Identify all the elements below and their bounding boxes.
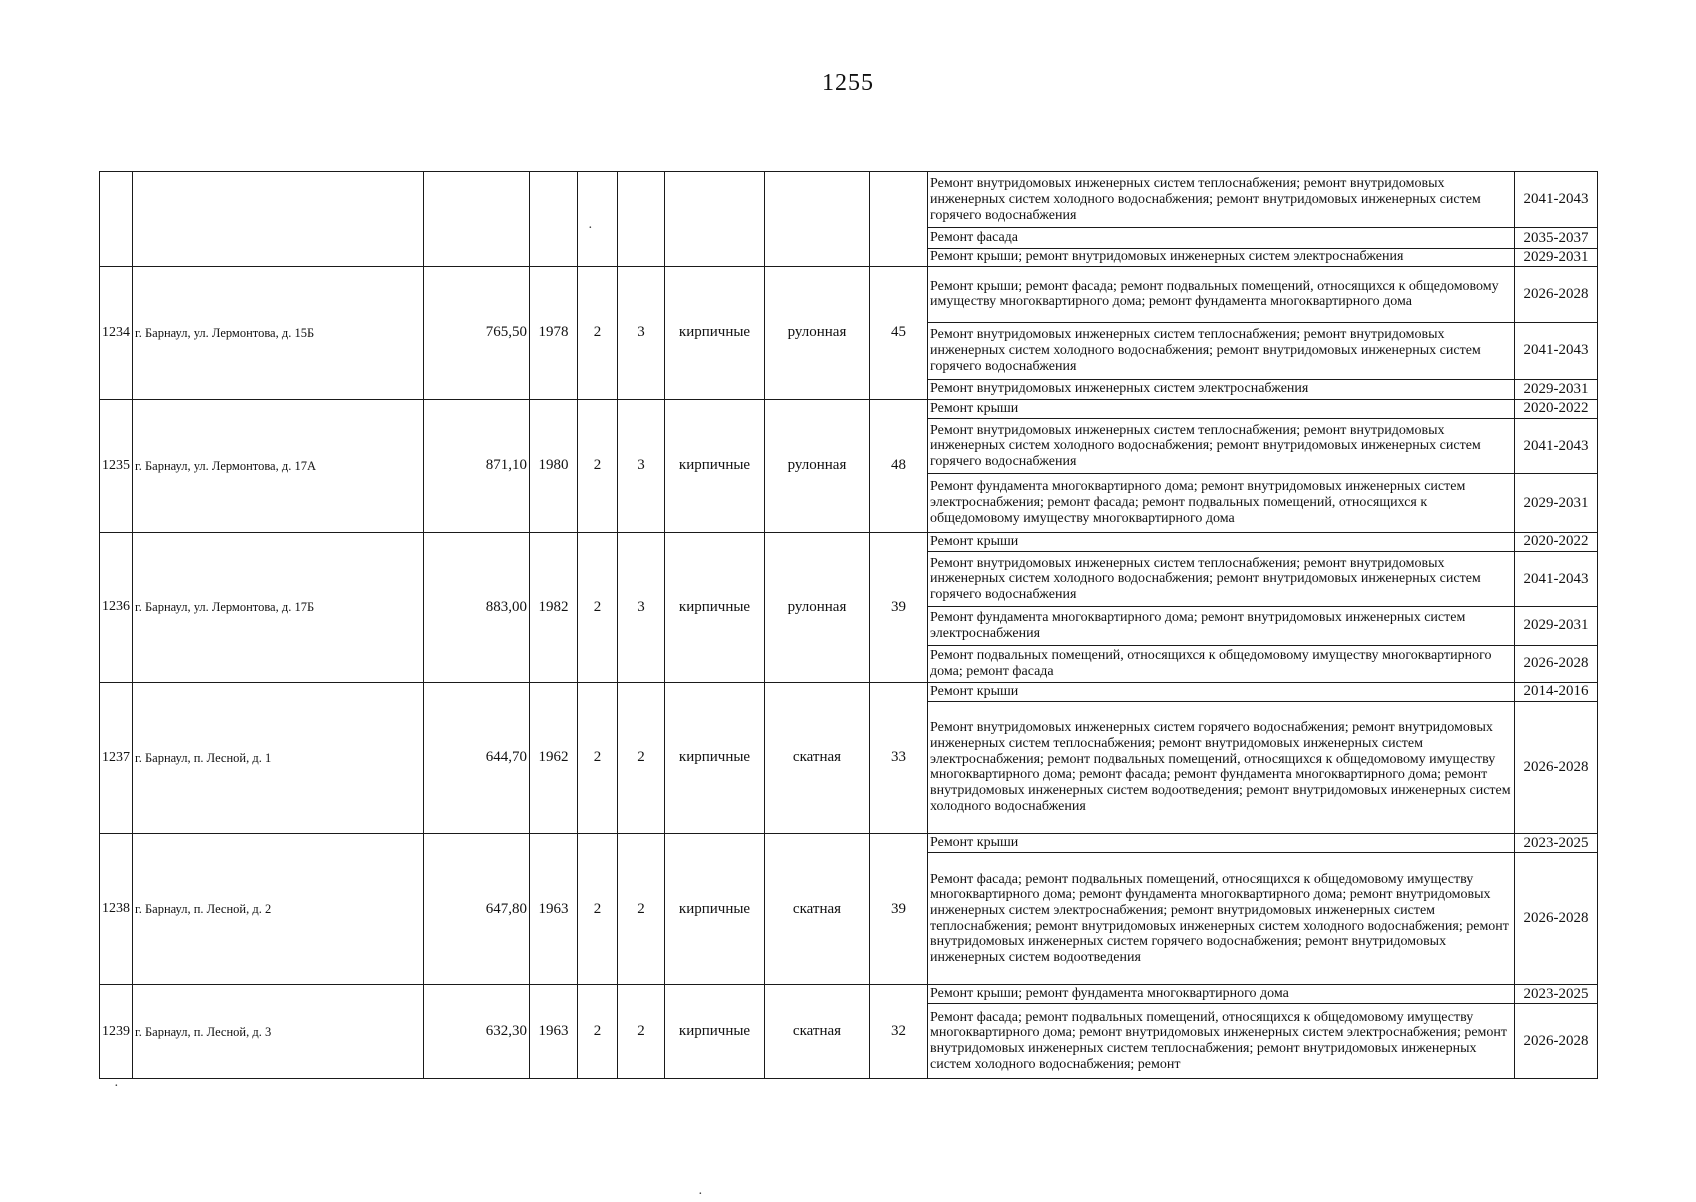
work-period: 2026-2028 [1515, 645, 1598, 682]
work-period: 2023-2025 [1515, 833, 1598, 852]
work-period: 2041-2043 [1515, 172, 1598, 228]
work-period: 2029-2031 [1515, 474, 1598, 532]
build-year: 1980 [530, 399, 578, 532]
build-year: 1962 [530, 682, 578, 833]
wear-value: 39 [870, 833, 928, 984]
work-period: 2029-2031 [1515, 379, 1598, 399]
row-number: 1236 [100, 532, 133, 682]
floors-count: 2 [578, 682, 618, 833]
page-number: 1255 [822, 70, 874, 96]
wall-material: кирпичные [665, 682, 765, 833]
work-description: Ремонт внутридомовых инженерных систем теплоснабжения; ремонт внутридомовых инженерных систем холодного водоснабжения; ремонт внутридомовых инженерных систем горячего водоснабжения [928, 418, 1515, 473]
building-address: г. Барнаул, п. Лесной, д. 3 [133, 985, 424, 1079]
building-address: г. Барнаул, ул. Лермонтова, д. 17А [133, 399, 424, 532]
wall-material: кирпичные [665, 985, 765, 1079]
entrances-count: 2 [618, 833, 665, 984]
building-area: 883,00 [424, 532, 530, 682]
empty-cell [578, 172, 618, 267]
work-description: Ремонт фундамента многоквартирного дома; ремонт внутридомовых инженерных систем электроснабжения; ремонт фасада; ремонт подвальных помещений, относящихся к общедомовому имуществу многоквартирного дома [928, 474, 1515, 532]
work-period: 2041-2043 [1515, 323, 1598, 379]
work-description: Ремонт внутридомовых инженерных систем теплоснабжения; ремонт внутридомовых инженерных систем холодного водоснабжения; ремонт внутридомовых инженерных систем горячего водоснабжения [928, 172, 1515, 228]
work-period: 2023-2025 [1515, 985, 1598, 1004]
row-number: 1235 [100, 399, 133, 532]
work-description: Ремонт крыши [928, 399, 1515, 418]
building-area: 647,80 [424, 833, 530, 984]
build-year: 1978 [530, 266, 578, 399]
row-number: 1238 [100, 833, 133, 984]
work-description: Ремонт внутридомовых инженерных систем теплоснабжения; ремонт внутридомовых инженерных систем холодного водоснабжения; ремонт внутридомовых инженерных систем горячего водоснабжения [928, 551, 1515, 606]
work-description: Ремонт внутридомовых инженерных систем электроснабжения [928, 379, 1515, 399]
work-description: Ремонт подвальных помещений, относящихся к общедомовому имуществу многоквартирного дома; ремонт фасада [928, 645, 1515, 682]
table-row [100, 172, 1598, 228]
row-number: 1239 [100, 985, 133, 1079]
table-row [100, 682, 1598, 701]
building-address: г. Барнаул, ул. Лермонтова, д. 17Б [133, 532, 424, 682]
entrances-count: 3 [618, 266, 665, 399]
work-description: Ремонт внутридомовых инженерных систем горячего водоснабжения; ремонт внутридомовых инженерных систем теплоснабжения; ремонт внутридомовых инженерных систем электроснабжения; ремонт подвальных помещений, относящихся к общедомовому имуществу многоквартирного дома; ремонт фасада; ремонт фундамента многоквартирного дома; ремонт внутридомовых инженерных систем водоотведения; ремонт внутридомовых инженерных систем холодного водоснабжения [928, 701, 1515, 833]
wear-value: 48 [870, 399, 928, 532]
floors-count: 2 [578, 532, 618, 682]
roof-type: рулонная [765, 399, 870, 532]
work-description: Ремонт крыши [928, 833, 1515, 852]
building-address: г. Барнаул, ул. Лермонтова, д. 15Б [133, 266, 424, 399]
work-description: Ремонт крыши; ремонт фундамента многоквартирного дома [928, 985, 1515, 1004]
wear-value: 45 [870, 266, 928, 399]
table-row [100, 833, 1598, 852]
empty-cell [133, 172, 424, 267]
entrances-count: 2 [618, 985, 665, 1079]
work-description: Ремонт крыши [928, 682, 1515, 701]
empty-cell [530, 172, 578, 267]
table-body [100, 172, 1598, 1079]
roof-type: скатная [765, 682, 870, 833]
empty-cell [100, 172, 133, 267]
work-description: Ремонт внутридомовых инженерных систем теплоснабжения; ремонт внутридомовых инженерных систем холодного водоснабжения; ремонт внутридомовых инженерных систем горячего водоснабжения [928, 323, 1515, 379]
housing-repair-table [99, 171, 1598, 1079]
build-year: 1982 [530, 532, 578, 682]
work-period: 2026-2028 [1515, 1004, 1598, 1079]
table-row [100, 985, 1598, 1004]
work-description: Ремонт фасада; ремонт подвальных помещений, относящихся к общедомовому имуществу многоквартирного дома; ремонт внутридомовых инженерных систем электроснабжения; ремонт внутридомовых инженерных систем теплоснабжения; ремонт внутридомовых инженерных систем холодного водоснабжения; ремонт [928, 1004, 1515, 1079]
work-period: 2026-2028 [1515, 266, 1598, 322]
stray-mark: · [588, 221, 593, 236]
row-number: 1237 [100, 682, 133, 833]
table-row [100, 266, 1598, 322]
wear-value: 39 [870, 532, 928, 682]
entrances-count: 3 [618, 532, 665, 682]
empty-cell [870, 172, 928, 267]
stray-mark: · [114, 1079, 119, 1094]
work-period: 2026-2028 [1515, 701, 1598, 833]
build-year: 1963 [530, 833, 578, 984]
empty-cell [424, 172, 530, 267]
wear-value: 32 [870, 985, 928, 1079]
work-period: 2026-2028 [1515, 853, 1598, 985]
table-row [100, 532, 1598, 551]
entrances-count: 2 [618, 682, 665, 833]
work-period: 2014-2016 [1515, 682, 1598, 701]
work-description: Ремонт крыши [928, 532, 1515, 551]
building-address: г. Барнаул, п. Лесной, д. 1 [133, 682, 424, 833]
roof-type: скатная [765, 985, 870, 1079]
floors-count: 2 [578, 833, 618, 984]
work-period: 2020-2022 [1515, 532, 1598, 551]
building-area: 871,10 [424, 399, 530, 532]
roof-type: рулонная [765, 532, 870, 682]
work-period: 2020-2022 [1515, 399, 1598, 418]
work-description: Ремонт фасада [928, 228, 1515, 248]
wear-value: 33 [870, 682, 928, 833]
floors-count: 2 [578, 399, 618, 532]
table-row [100, 399, 1598, 418]
floors-count: 2 [578, 985, 618, 1079]
building-area: 644,70 [424, 682, 530, 833]
build-year: 1963 [530, 985, 578, 1079]
wall-material: кирпичные [665, 833, 765, 984]
work-period: 2035-2037 [1515, 228, 1598, 248]
entrances-count: 3 [618, 399, 665, 532]
work-period: 2029-2031 [1515, 248, 1598, 266]
wall-material: кирпичные [665, 266, 765, 399]
empty-cell [665, 172, 765, 267]
work-period: 2029-2031 [1515, 607, 1598, 645]
building-address: г. Барнаул, п. Лесной, д. 2 [133, 833, 424, 984]
work-period: 2041-2043 [1515, 418, 1598, 473]
empty-cell [618, 172, 665, 267]
work-description: Ремонт крыши; ремонт фасада; ремонт подвальных помещений, относящихся к общедомовому имуществу многоквартирного дома; ремонт фундамента многоквартирного дома [928, 266, 1515, 322]
roof-type: рулонная [765, 266, 870, 399]
work-description: Ремонт фасада; ремонт подвальных помещений, относящихся к общедомовому имуществу многоквартирного дома; ремонт фундамента многоквартирного дома; ремонт внутридомовых инженерных систем электроснабжения; ремонт внутридомовых инженерных систем теплоснабжения; ремонт внутридомовых инженерных систем холодного водоснабжения; ремонт внутридомовых инженерных систем горячего водоснабжения; ремонт внутридомовых инженерных систем водоотведения [928, 853, 1515, 985]
floors-count: 2 [578, 266, 618, 399]
stray-mark: · [698, 1187, 703, 1202]
work-description: Ремонт крыши; ремонт внутридомовых инженерных систем электроснабжения [928, 248, 1515, 266]
building-area: 632,30 [424, 985, 530, 1079]
work-period: 2041-2043 [1515, 551, 1598, 606]
wall-material: кирпичные [665, 532, 765, 682]
roof-type: скатная [765, 833, 870, 984]
building-area: 765,50 [424, 266, 530, 399]
wall-material: кирпичные [665, 399, 765, 532]
work-description: Ремонт фундамента многоквартирного дома; ремонт внутридомовых инженерных систем электроснабжения [928, 607, 1515, 645]
empty-cell [765, 172, 870, 267]
row-number: 1234 [100, 266, 133, 399]
